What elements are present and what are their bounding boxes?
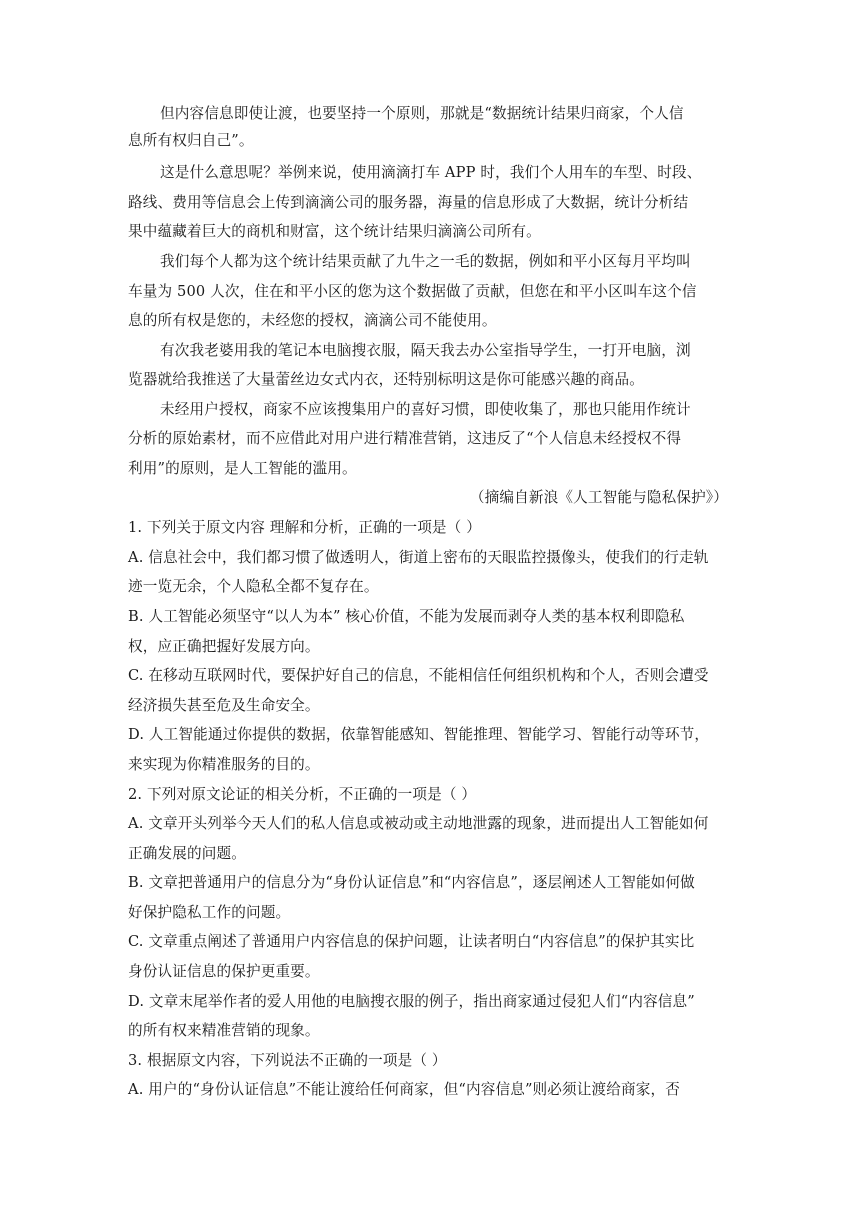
option-line: D. 人工智能通过你提供的数据，依靠智能感知、智能推理、智能学习、智能行动等环节， — [128, 726, 710, 743]
paragraph-line: 这是什么意思呢？举例来说，使用滴滴打车 APP 时，我们个人用车的车型、时段、 — [160, 164, 702, 181]
option-line: A. 文章开头列举今天人们的私人信息或被动或主动地泄露的现象，进而提出人工智能如何 — [128, 815, 709, 832]
paragraph-line: 息所有权归自己”。 — [128, 132, 254, 149]
option-line: A. 信息社会中，我们都习惯了做透明人，街道上密布的天眼监控摄像头，使我们的行走轨 — [128, 549, 709, 566]
paragraph-line: 但内容信息即使让渡，也要坚持一个原则，那就是“数据统计结果归商家，个人信 — [160, 105, 684, 122]
option-line: B. 文章把普通用户的信息分为“身份认证信息”和“内容信息”，逐层阐述人工智能如何做 — [128, 874, 695, 891]
paragraph-line: 车量为 500 人次，住在和平小区的您为这个数据做了贡献，但您在和平小区叫车这个信 — [128, 283, 697, 300]
paragraph-line: 我们每个人都为这个统计结果贡献了九牛之一毛的数据，例如和平小区每月平均叫 — [160, 253, 691, 270]
option-line: 迹一览无余，个人隐私全都不复存在。 — [128, 578, 379, 595]
option-line: B. 人工智能必须坚守“以人为本” 核心价值，不能为发展而剥夺人类的基本权利即隐私 — [128, 608, 685, 625]
question-stem: 2. 下列对原文论证的相关分析，不正确的一项是（ ） — [128, 786, 477, 803]
option-line: C. 在移动互联网时代，要保护好自己的信息，不能相信任何组织机构和个人，否则会遭受 — [128, 667, 709, 684]
question-stem: 3. 根据原文内容，下列说法不正确的一项是（ ） — [128, 1052, 447, 1069]
option-line: 好保护隐私工作的问题。 — [128, 904, 291, 921]
option-line: 身份认证信息的保护更重要。 — [128, 963, 320, 980]
option-line: 经济损失甚至危及生命安全。 — [128, 697, 320, 714]
paragraph-line: 有次我老婆用我的笔记本电脑搜衣服，隔天我去办公室指导学生，一打开电脑，浏 — [160, 342, 691, 359]
paragraph-line: 果中蕴藏着巨大的商机和财富，这个统计结果归滴滴公司所有。 — [128, 223, 541, 240]
option-line: C. 文章重点阐述了普通用户内容信息的保护问题，让读者明白“内容信息”的保护其实比 — [128, 933, 695, 950]
option-line: 正确发展的问题。 — [128, 845, 246, 862]
paragraph-line: 分析的原始素材，而不应借此对用户进行精准营销，这违反了“个人信息未经授权不得 — [128, 430, 682, 447]
paragraph-line: 利用”的原则，是人工智能的滥用。 — [128, 460, 357, 477]
paragraph-line: 览器就给我推送了大量蕾丝边女式内衣，还特别标明这是你可能感兴趣的商品。 — [128, 371, 645, 388]
paragraph-line: 息的所有权是您的，未经您的授权，滴滴公司不能使用。 — [128, 312, 497, 329]
source-citation: （摘编自新浪《人工智能与隐私保护》） — [469, 489, 728, 506]
option-line: 来实现为你精准服务的目的。 — [128, 756, 320, 773]
option-line: D. 文章末尾举作者的爱人用他的电脑搜衣服的例子，指出商家通过侵犯人们“内容信息” — [128, 993, 695, 1010]
option-line: A. 用户的“身份认证信息”不能让渡给任何商家，但“内容信息”则必须让渡给商家，否 — [128, 1081, 681, 1098]
question-stem: 1. 下列关于原文内容 理解和分析，正确的一项是（ ） — [128, 519, 481, 536]
option-line: 权，应正确把握好发展方向。 — [128, 638, 320, 655]
paragraph-line: 未经用户授权，商家不应该搜集用户的喜好习惯，即使收集了，那也只能用作统计 — [160, 401, 691, 418]
option-line: 的所有权来精准营销的现象。 — [128, 1022, 320, 1039]
paragraph-line: 路线、费用等信息会上传到滴滴公司的服务器，海量的信息形成了大数据，统计分析结 — [128, 194, 689, 211]
